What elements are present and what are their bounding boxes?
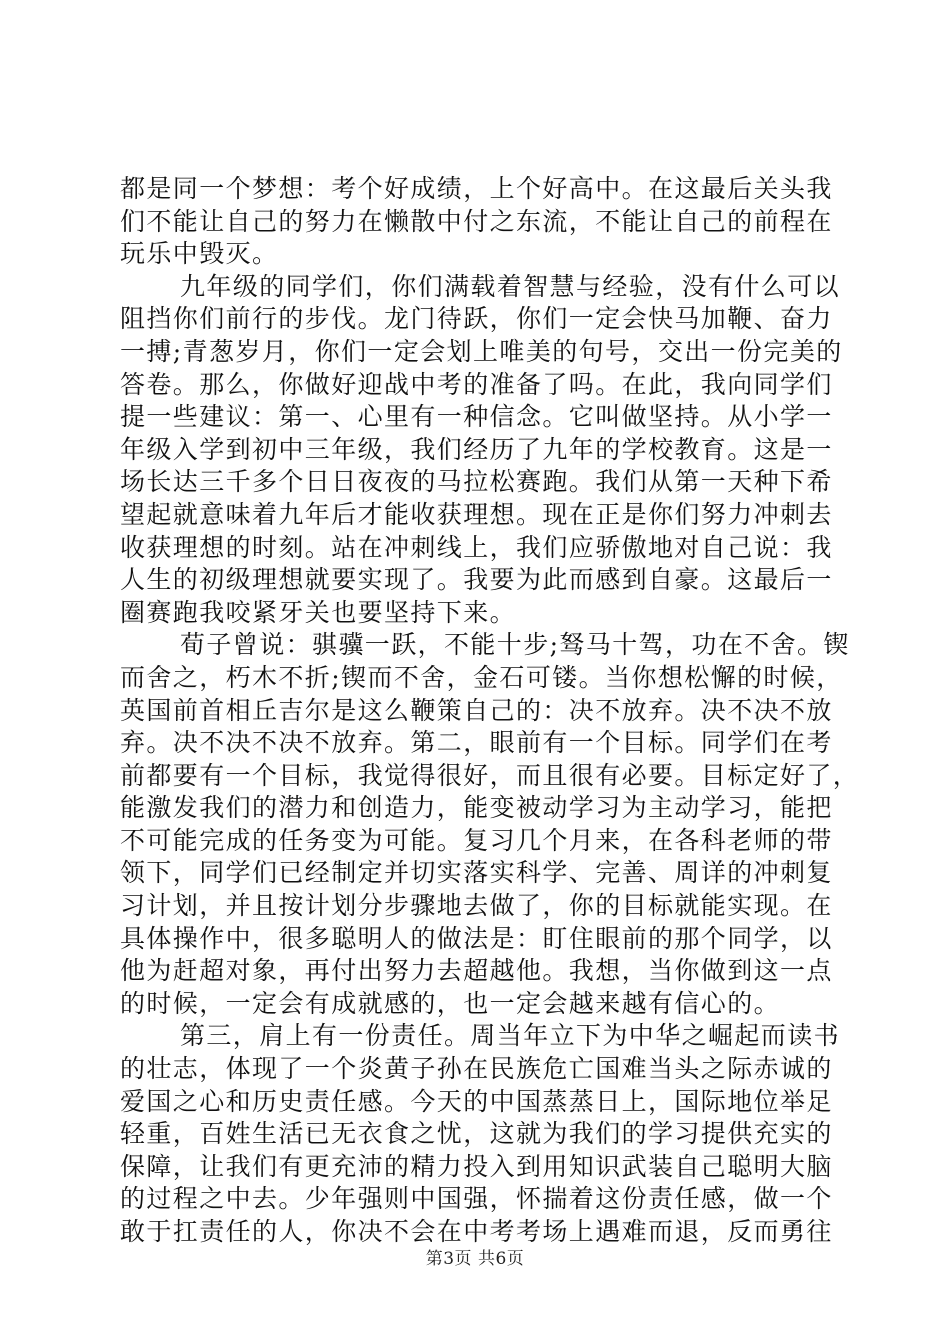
text-line: 英国前首相丘吉尔是这么鞭策自己的：决不放弃。决不决不放 [120, 695, 833, 725]
text-line: 提一些建议：第一、心里有一种信念。它叫做坚持。从小学一 [120, 402, 833, 432]
text-line: 不可能完成的任务变为可能。复习几个月来，在各科老师的带 [120, 825, 833, 855]
text-line: 弃。决不决不决不放弃。第二，眼前有一个目标。同学们在考 [120, 728, 833, 758]
text-line: 玩乐中毁灭。 [120, 239, 279, 269]
text-line: 前都要有一个目标，我觉得很好，而且很有必要。目标定好了， [120, 760, 860, 790]
text-line: 年级入学到初中三年级，我们经历了九年的学校教育。这是一 [120, 434, 833, 464]
text-line: 习计划，并且按计划分步骤地去做了，你的目标就能实现。在 [120, 891, 833, 921]
text-line: 的过程之中去。少年强则中国强，怀揣着这份责任感，做一个 [120, 1184, 833, 1214]
text-line: 能激发我们的潜力和创造力，能变被动学习为主动学习，能把 [120, 793, 833, 823]
text-line: 轻重，百姓生活已无衣食之忧，这就为我们的学习提供充实的 [120, 1119, 833, 1149]
text-line: 领下，同学们已经制定并切实落实科学、完善、周详的冲刺复 [120, 858, 833, 888]
text-line: 保障，让我们有更充沛的精力投入到用知识武装自己聪明大脑 [120, 1151, 833, 1181]
page-number-footer: 第3页 共6页 [425, 1249, 525, 1269]
text-line: 九年级的同学们，你们满载着智慧与经验，没有什么可以 [180, 271, 841, 301]
text-line: 第三，肩上有一份责任。周当年立下为中华之崛起而读书 [180, 1021, 841, 1051]
text-line: 爱国之心和历史责任感。今天的中国蒸蒸日上，国际地位举足 [120, 1086, 833, 1116]
text-line: 收获理想的时刻。站在冲刺线上，我们应骄傲地对自己说：我 [120, 532, 833, 562]
text-line: 一搏;青葱岁月，你们一定会划上唯美的句号，交出一份完美的 [120, 336, 843, 366]
text-line: 而舍之，朽木不折;锲而不舍，金石可镂。当你想松懈的时候， [120, 662, 843, 692]
body-text [120, 173, 860, 1249]
text-line: 的时候，一定会有成就感的，也一定会越来越有信心的。 [120, 988, 781, 1018]
text-line: 圈赛跑我咬紧牙关也要坚持下来。 [120, 597, 517, 627]
text-line: 们不能让自己的努力在懒散中付之东流，不能让自己的前程在 [120, 206, 833, 236]
text-line: 人生的初级理想就要实现了。我要为此而感到自豪。这最后一 [120, 565, 833, 595]
text-line: 的壮志，体现了一个炎黄子孙在民族危亡国难当头之际赤诚的 [120, 1054, 833, 1084]
text-line: 具体操作中，很多聪明人的做法是：盯住眼前的那个同学，以 [120, 923, 833, 953]
text-line: 荀子曾说：骐骥一跃，不能十步;驽马十驾，功在不舍。锲 [180, 630, 850, 660]
text-line: 敢于扛责任的人，你决不会在中考考场上遇难而退，反而勇往 [120, 1217, 833, 1246]
text-line: 阻挡你们前行的步伐。龙门待跃，你们一定会快马加鞭、奋力 [120, 304, 833, 334]
text-line: 答卷。那么，你做好迎战中考的准备了吗。在此，我向同学们 [120, 369, 833, 399]
text-line: 场长达三千多个日日夜夜的马拉松赛跑。我们从第一天种下希 [120, 467, 833, 497]
text-line: 都是同一个梦想：考个好成绩，上个好高中。在这最后关头我 [120, 174, 833, 203]
text-line: 他为赶超对象，再付出努力去超越他。我想，当你做到这一点 [120, 956, 833, 986]
text-line: 望起就意味着九年后才能收获理想。现在正是你们努力冲刺去 [120, 499, 833, 529]
